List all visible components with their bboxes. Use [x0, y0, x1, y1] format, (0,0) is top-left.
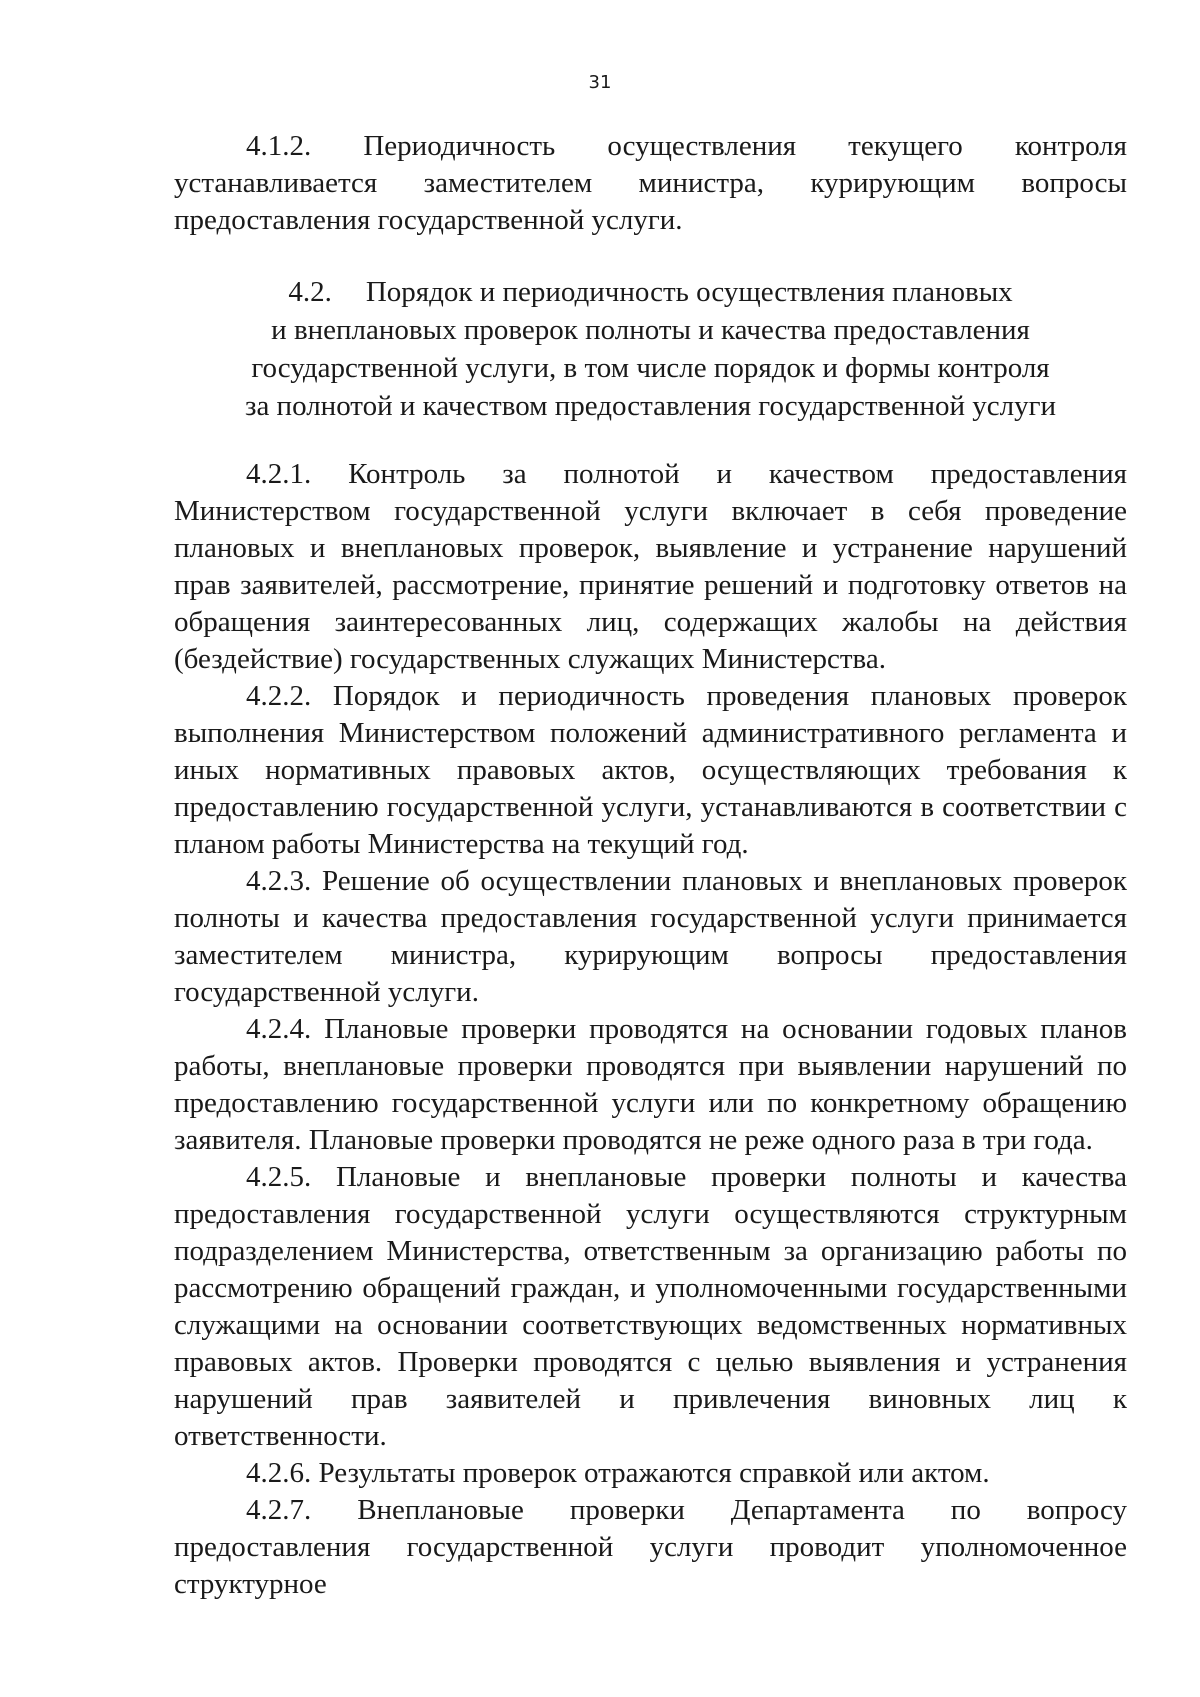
heading-number: 4.2. [288, 276, 332, 308]
section-heading-4-2 [174, 273, 1127, 425]
heading-line-1-text: Порядок и периодичность осуществления плановых [365, 276, 1013, 308]
paragraph-4-2-7: 4.2.7. Внеплановые проверки Департамента по вопросу предоставления государственной услуги проводит уполномоченное структурное [174, 1494, 1127, 1600]
paragraph-4-2-3: 4.2.3. Решение об осуществлении плановых и внеплановых проверок полноты и качества предоставления государственной услуги принимается заместителем министра, курирующим вопросы предоставления государственной услуги. [174, 865, 1127, 1008]
document-body [174, 128, 1127, 1603]
paragraph-4-2-4: 4.2.4. Плановые проверки проводятся на основании годовых планов работы, внеплановые проверки проводятся при выявлении нарушений по предоставлению государственной услуги или по конкретному обращению заявителя. Плановые проверки проводятся не реже одного раза в три года. [174, 1013, 1127, 1156]
heading-line-1 [174, 273, 1127, 311]
paragraph-4-2-6: 4.2.6. Результаты проверок отражаются справкой или актом. [246, 1457, 990, 1489]
paragraph-4-2-1: 4.2.1. Контроль за полнотой и качеством предоставления Министерством государственной услуги включает в себя проведение плановых и внеплановых проверок, выявление и устранение нарушений прав заявителей, рассмотрение, принятие решений и подготовку ответов на обращения заинтересованных лиц, содержащих жалобы на действия (бездействие) государственных служащих Министерства. [174, 458, 1127, 675]
paragraph-4-2-5: 4.2.5. Плановые и внеплановые проверки полноты и качества предоставления государственной услуги осуществляются структурным подразделением Министерства, ответственным за организацию работы по рассмотрению обращений граждан, и уполномоченными государственными служащими на основании соответствующих ведомственных нормативных правовых актов. Проверки проводятся с целью выявления и устранения нарушений прав заявителей и привлечения виновных лиц к ответственности. [174, 1161, 1127, 1452]
heading-line-4: за полнотой и качеством предоставления государственной услуги [244, 390, 1056, 422]
heading-line-2: и внеплановых проверок полноты и качества предоставления [271, 314, 1030, 346]
paragraph-4-2-2: 4.2.2. Порядок и периодичность проведения плановых проверок выполнения Министерством положений административного регламента и иных нормативных правовых актов, осуществляющих требования к предоставлению государственной услуги, устанавливаются в соответствии с планом работы Министерства на текущий год. [174, 680, 1127, 860]
heading-line-3: государственной услуги, в том числе порядок и формы контроля [251, 352, 1050, 384]
page-number: 31 [588, 72, 612, 93]
paragraph-4-1-2: 4.1.2. Периодичность осуществления текущего контроля устанавливается заместителем министра, курирующим вопросы предоставления государственной услуги. [174, 130, 1127, 236]
